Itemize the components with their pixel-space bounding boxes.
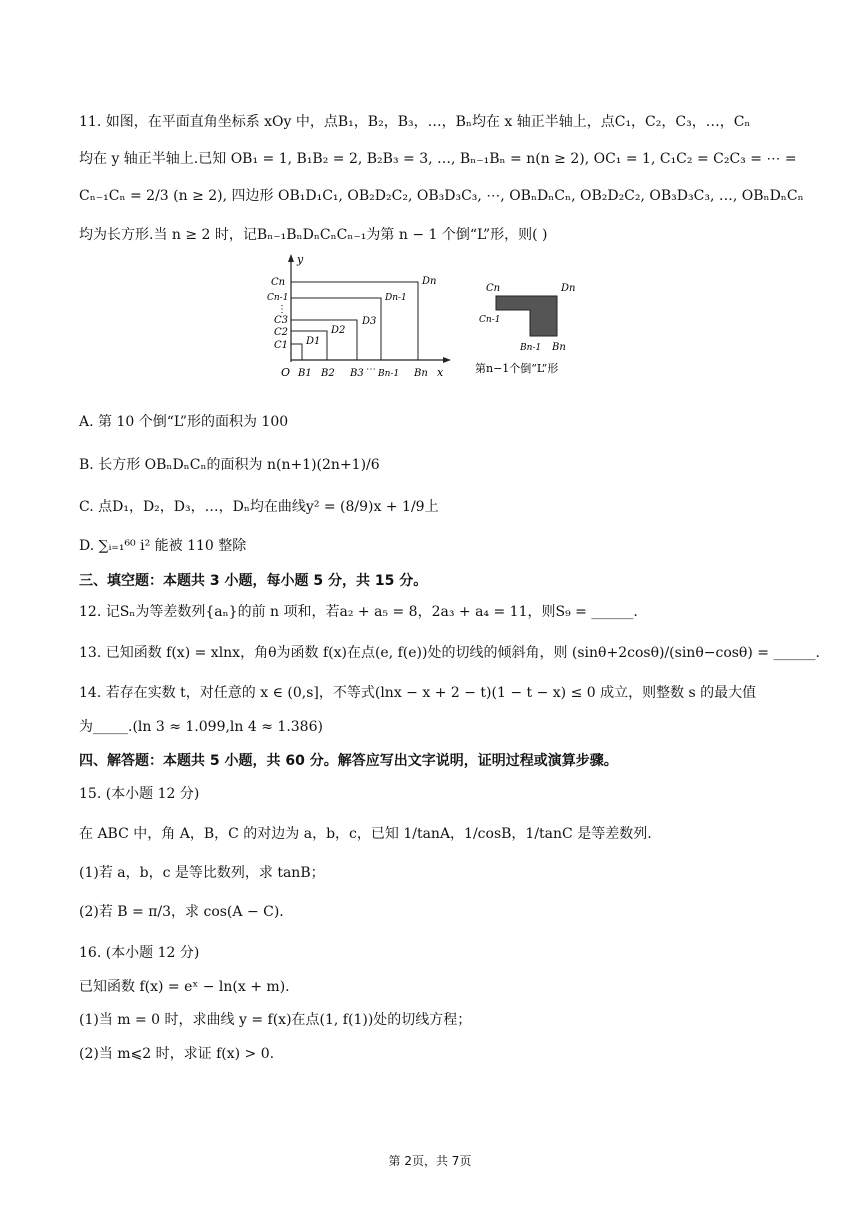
- q16-part1: (1)当 m = 0 时，求曲线 y = f(x)在点(1, f(1))处的切线方程；: [79, 1012, 472, 1028]
- l-label-bn-1: Bn-1: [520, 343, 542, 353]
- q15-title: 15. (本小题 12 分): [79, 786, 200, 802]
- q16-stem: 已知函数 f(x) = eˣ − ln(x + m).: [79, 979, 290, 995]
- l-caption: 第n−1个倒“L”形: [475, 362, 559, 375]
- q16-part2: (2)当 m⩽2 时，求证 f(x) > 0.: [79, 1046, 275, 1062]
- q11-option-a: A. 第 10 个倒“L”形的面积为 100: [79, 414, 289, 430]
- label-c2: C2: [274, 327, 289, 338]
- q11-option-c: C. 点D₁，D₂，D₃，…，Dₙ均在曲线y² = (8/9)x + 1/9上: [79, 499, 439, 515]
- label-bn-1: Bn-1: [378, 369, 400, 379]
- q15-part2: (2)若 B = π/3，求 cos(A − C).: [79, 904, 284, 920]
- q11-line3: Cₙ₋₁Cₙ = 2/3 (n ≥ 2), 四边形 OB₁D₁C₁, OB₂D₂C₂, OB₃D₃C₃, ⋯, OBₙDₙCₙ, OB₂D₂C₂, OB₃D₃C₃, …, OBₙDₙCₙ: [79, 188, 804, 204]
- l-label-cn-1: Cn-1: [479, 315, 501, 325]
- label-cn: Cn: [271, 277, 286, 288]
- label-b2: B2: [321, 368, 335, 379]
- l-label-cn: Cn: [486, 283, 501, 294]
- q16-title: 16. (本小题 12 分): [79, 945, 200, 961]
- q11-option-d: D. ∑ᵢ₌₁⁶⁰ i² 能被 110 整除: [79, 538, 247, 554]
- q12: 12. 记Sₙ为等差数列{aₙ}的前 n 项和，若a₂ + a₅ = 8，2a₃ + a₄ = 11，则S₉ = ______.: [79, 604, 638, 620]
- label-dn: Dn: [422, 276, 437, 287]
- l-label-dn: Dn: [561, 283, 576, 294]
- label-bn: Bn: [414, 368, 428, 379]
- axis-x-label: x: [437, 366, 444, 379]
- axis-y-label: y: [297, 253, 304, 266]
- q15-part1: (1)若 a，b，c 是等比数列，求 tanB；: [79, 865, 325, 881]
- origin-label: O: [281, 366, 291, 379]
- label-d3: D3: [362, 316, 377, 327]
- q13: 13. 已知函数 f(x) = xlnx，角θ为函数 f(x)在点(e, f(e))处的切线的倾斜角，则 (sinθ+2cosθ)/(sinθ−cosθ) = ______.: [79, 645, 820, 661]
- l-label-bn: Bn: [552, 342, 566, 353]
- label-b1: B1: [298, 368, 312, 379]
- q15-stem: 在 ABC 中，角 A，B，C 的对边为 a，b，c，已知 1/tanA，1/cosB，1/tanC 是等差数列.: [79, 826, 652, 842]
- q11-line1: 11. 如图，在平面直角坐标系 xOy 中，点B₁，B₂，B₃，…，Bₙ均在 x 轴正半轴上，点C₁，C₂，C₃，…，Cₙ: [79, 114, 751, 130]
- label-d2: D2: [331, 325, 346, 336]
- label-cn-1: Cn-1: [267, 293, 289, 303]
- q11-figure: [265, 252, 605, 384]
- page-footer: 第 2页，共 7页: [388, 1154, 472, 1168]
- label-dn-1: Dn-1: [385, 293, 407, 303]
- label-d1: D1: [306, 336, 321, 347]
- label-c1: C1: [274, 340, 289, 351]
- q11-option-b: B. 长方形 OBₙDₙCₙ的面积为 n(n+1)(2n+1)/6: [79, 457, 380, 473]
- q14-line1: 14. 若存在实数 t，对任意的 x ∈ (0,s]，不等式(lnx − x + 2 − t)(1 − t − x) ≤ 0 成立，则整数 s 的最大值: [79, 685, 757, 701]
- q11-line4: 均为长方形.当 n ≥ 2 时，记Bₙ₋₁BₙDₙCₙCₙ₋₁为第 n − 1 个倒“L”形，则( ): [79, 227, 548, 243]
- label-b3: B3: [350, 368, 364, 379]
- label-c3: C3: [274, 315, 289, 326]
- section-3-heading: 三、填空题：本题共 3 小题，每小题 5 分，共 15 分。: [79, 573, 428, 589]
- q14-line2: 为_____.(ln 3 ≈ 1.099,ln 4 ≈ 1.386): [79, 719, 323, 735]
- y-dots: ⋮: [277, 304, 287, 315]
- q11-line2: 均在 y 轴正半轴上.已知 OB₁ = 1, B₁B₂ = 2, B₂B₃ = 3, …, Bₙ₋₁Bₙ = n(n ≥ 2), OC₁ = 1, C₁C₂ = C₂C₃ = ⋯ =: [79, 151, 797, 167]
- x-dots: ⋯: [366, 364, 376, 375]
- section-4-heading: 四、解答题：本题共 5 小题，共 60 分。解答应写出文字说明，证明过程或演算步骤。: [79, 753, 618, 769]
